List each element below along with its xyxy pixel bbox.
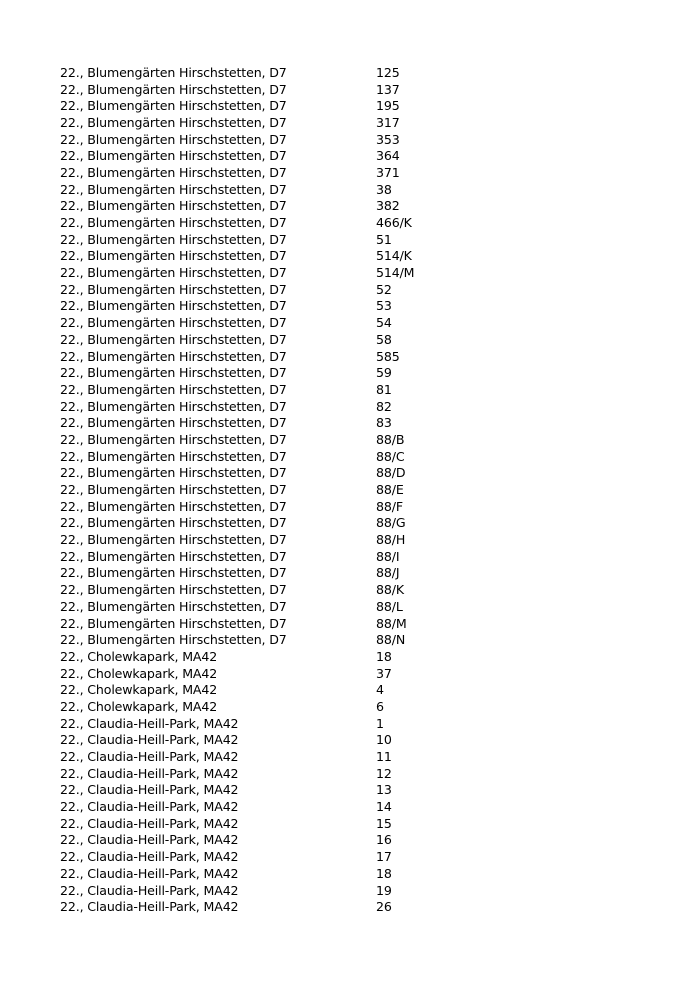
item-number: 88/G xyxy=(376,515,406,531)
item-number: 88/M xyxy=(376,615,407,631)
location-text: 22., Blumengärten Hirschstetten, D7 xyxy=(60,365,287,381)
location-text: 22., Claudia-Heill-Park, MA42 xyxy=(60,815,239,831)
item-number: 54 xyxy=(376,315,392,331)
tree-list xyxy=(60,64,480,915)
item-number: 51 xyxy=(376,231,392,247)
location-text: 22., Blumengärten Hirschstetten, D7 xyxy=(60,615,287,631)
location-text: 22., Blumengärten Hirschstetten, D7 xyxy=(60,431,287,447)
item-number: 466/K xyxy=(376,215,412,231)
item-number: 125 xyxy=(376,64,400,80)
location-text: 22., Claudia-Heill-Park, MA42 xyxy=(60,832,239,848)
location-text: 22., Blumengärten Hirschstetten, D7 xyxy=(60,498,287,514)
location-text: 22., Blumengärten Hirschstetten, D7 xyxy=(60,448,287,464)
location-text: 22., Blumengärten Hirschstetten, D7 xyxy=(60,398,287,414)
location-text: 22., Blumengärten Hirschstetten, D7 xyxy=(60,315,287,331)
item-number: 10 xyxy=(376,732,392,748)
item-number: 353 xyxy=(376,131,400,147)
list-row xyxy=(60,581,480,598)
item-number: 13 xyxy=(376,782,392,798)
location-text: 22., Blumengärten Hirschstetten, D7 xyxy=(60,582,287,598)
item-number: 38 xyxy=(376,181,392,197)
item-number: 15 xyxy=(376,815,392,831)
item-number: 37 xyxy=(376,665,392,681)
list-row xyxy=(60,865,480,882)
item-number: 53 xyxy=(376,298,392,314)
location-text: 22., Blumengärten Hirschstetten, D7 xyxy=(60,98,287,114)
list-row xyxy=(60,548,480,565)
list-row xyxy=(60,181,480,198)
location-text: 22., Blumengärten Hirschstetten, D7 xyxy=(60,81,287,97)
list-row xyxy=(60,298,480,315)
item-number: 19 xyxy=(376,882,392,898)
item-number: 514/M xyxy=(376,265,415,281)
list-row xyxy=(60,198,480,215)
location-text: 22., Cholewkapark, MA42 xyxy=(60,682,218,698)
item-number: 16 xyxy=(376,832,392,848)
location-text: 22., Blumengärten Hirschstetten, D7 xyxy=(60,148,287,164)
item-number: 88/L xyxy=(376,598,403,614)
list-row xyxy=(60,615,480,632)
item-number: 88/B xyxy=(376,431,405,447)
list-row xyxy=(60,348,480,365)
item-number: 88/K xyxy=(376,582,404,598)
location-text: 22., Blumengärten Hirschstetten, D7 xyxy=(60,281,287,297)
list-row xyxy=(60,81,480,98)
item-number: 382 xyxy=(376,198,400,214)
list-row xyxy=(60,231,480,248)
location-text: 22., Blumengärten Hirschstetten, D7 xyxy=(60,381,287,397)
location-text: 22., Claudia-Heill-Park, MA42 xyxy=(60,849,239,865)
location-text: 22., Blumengärten Hirschstetten, D7 xyxy=(60,265,287,281)
item-number: 88/I xyxy=(376,548,400,564)
list-row xyxy=(60,281,480,298)
item-number: 83 xyxy=(376,415,392,431)
location-text: 22., Blumengärten Hirschstetten, D7 xyxy=(60,482,287,498)
item-number: 1 xyxy=(376,715,384,731)
list-row xyxy=(60,214,480,231)
list-row xyxy=(60,264,480,281)
location-text: 22., Blumengärten Hirschstetten, D7 xyxy=(60,198,287,214)
location-text: 22., Blumengärten Hirschstetten, D7 xyxy=(60,181,287,197)
location-text: 22., Claudia-Heill-Park, MA42 xyxy=(60,782,239,798)
list-row xyxy=(60,97,480,114)
list-row xyxy=(60,331,480,348)
location-text: 22., Blumengärten Hirschstetten, D7 xyxy=(60,331,287,347)
list-row xyxy=(60,631,480,648)
list-row xyxy=(60,164,480,181)
item-number: 18 xyxy=(376,865,392,881)
list-row xyxy=(60,732,480,749)
location-text: 22., Blumengärten Hirschstetten, D7 xyxy=(60,64,287,80)
item-number: 137 xyxy=(376,81,400,97)
list-row xyxy=(60,147,480,164)
item-number: 88/N xyxy=(376,632,406,648)
item-number: 58 xyxy=(376,331,392,347)
location-text: 22., Claudia-Heill-Park, MA42 xyxy=(60,899,239,915)
location-text: 22., Claudia-Heill-Park, MA42 xyxy=(60,732,239,748)
list-row xyxy=(60,898,480,915)
location-text: 22., Blumengärten Hirschstetten, D7 xyxy=(60,415,287,431)
list-row xyxy=(60,465,480,482)
list-row xyxy=(60,765,480,782)
list-row xyxy=(60,665,480,682)
item-number: 82 xyxy=(376,398,392,414)
list-row xyxy=(60,481,480,498)
list-row xyxy=(60,114,480,131)
location-text: 22., Blumengärten Hirschstetten, D7 xyxy=(60,231,287,247)
location-text: 22., Claudia-Heill-Park, MA42 xyxy=(60,715,239,731)
list-row xyxy=(60,882,480,899)
list-row xyxy=(60,798,480,815)
location-text: 22., Blumengärten Hirschstetten, D7 xyxy=(60,532,287,548)
list-row xyxy=(60,64,480,81)
item-number: 4 xyxy=(376,682,384,698)
list-row xyxy=(60,414,480,431)
item-number: 88/E xyxy=(376,482,404,498)
item-number: 6 xyxy=(376,698,384,714)
list-row xyxy=(60,248,480,265)
list-row xyxy=(60,648,480,665)
list-row xyxy=(60,782,480,799)
location-text: 22., Blumengärten Hirschstetten, D7 xyxy=(60,215,287,231)
location-text: 22., Blumengärten Hirschstetten, D7 xyxy=(60,114,287,130)
list-row xyxy=(60,314,480,331)
item-number: 195 xyxy=(376,98,400,114)
location-text: 22., Claudia-Heill-Park, MA42 xyxy=(60,882,239,898)
list-row xyxy=(60,381,480,398)
list-row xyxy=(60,131,480,148)
location-text: 22., Blumengärten Hirschstetten, D7 xyxy=(60,248,287,264)
item-number: 371 xyxy=(376,164,400,180)
item-number: 88/D xyxy=(376,465,406,481)
item-number: 26 xyxy=(376,899,392,915)
item-number: 11 xyxy=(376,749,392,765)
item-number: 364 xyxy=(376,148,400,164)
list-row xyxy=(60,398,480,415)
list-row xyxy=(60,498,480,515)
location-text: 22., Blumengärten Hirschstetten, D7 xyxy=(60,598,287,614)
location-text: 22., Blumengärten Hirschstetten, D7 xyxy=(60,348,287,364)
list-row xyxy=(60,815,480,832)
location-text: 22., Blumengärten Hirschstetten, D7 xyxy=(60,515,287,531)
list-row xyxy=(60,598,480,615)
location-text: 22., Claudia-Heill-Park, MA42 xyxy=(60,765,239,781)
item-number: 88/H xyxy=(376,532,406,548)
item-number: 81 xyxy=(376,381,392,397)
list-row xyxy=(60,715,480,732)
item-number: 317 xyxy=(376,114,400,130)
location-text: 22., Blumengärten Hirschstetten, D7 xyxy=(60,131,287,147)
list-row xyxy=(60,698,480,715)
location-text: 22., Claudia-Heill-Park, MA42 xyxy=(60,865,239,881)
item-number: 88/J xyxy=(376,565,400,581)
item-number: 12 xyxy=(376,765,392,781)
list-row xyxy=(60,364,480,381)
location-text: 22., Claudia-Heill-Park, MA42 xyxy=(60,799,239,815)
location-text: 22., Blumengärten Hirschstetten, D7 xyxy=(60,465,287,481)
item-number: 88/C xyxy=(376,448,405,464)
list-row xyxy=(60,531,480,548)
list-row xyxy=(60,431,480,448)
item-number: 514/K xyxy=(376,248,412,264)
item-number: 88/F xyxy=(376,498,403,514)
location-text: 22., Cholewkapark, MA42 xyxy=(60,698,218,714)
list-row xyxy=(60,832,480,849)
item-number: 52 xyxy=(376,281,392,297)
location-text: 22., Claudia-Heill-Park, MA42 xyxy=(60,749,239,765)
list-row xyxy=(60,748,480,765)
location-text: 22., Blumengärten Hirschstetten, D7 xyxy=(60,298,287,314)
item-number: 18 xyxy=(376,648,392,664)
location-text: 22., Blumengärten Hirschstetten, D7 xyxy=(60,164,287,180)
location-text: 22., Blumengärten Hirschstetten, D7 xyxy=(60,632,287,648)
location-text: 22., Cholewkapark, MA42 xyxy=(60,648,218,664)
location-text: 22., Blumengärten Hirschstetten, D7 xyxy=(60,565,287,581)
item-number: 585 xyxy=(376,348,400,364)
location-text: 22., Blumengärten Hirschstetten, D7 xyxy=(60,548,287,564)
location-text: 22., Cholewkapark, MA42 xyxy=(60,665,218,681)
item-number: 59 xyxy=(376,365,392,381)
list-row xyxy=(60,848,480,865)
list-row xyxy=(60,448,480,465)
list-row xyxy=(60,515,480,532)
list-row xyxy=(60,565,480,582)
item-number: 17 xyxy=(376,849,392,865)
item-number: 14 xyxy=(376,799,392,815)
list-row xyxy=(60,681,480,698)
